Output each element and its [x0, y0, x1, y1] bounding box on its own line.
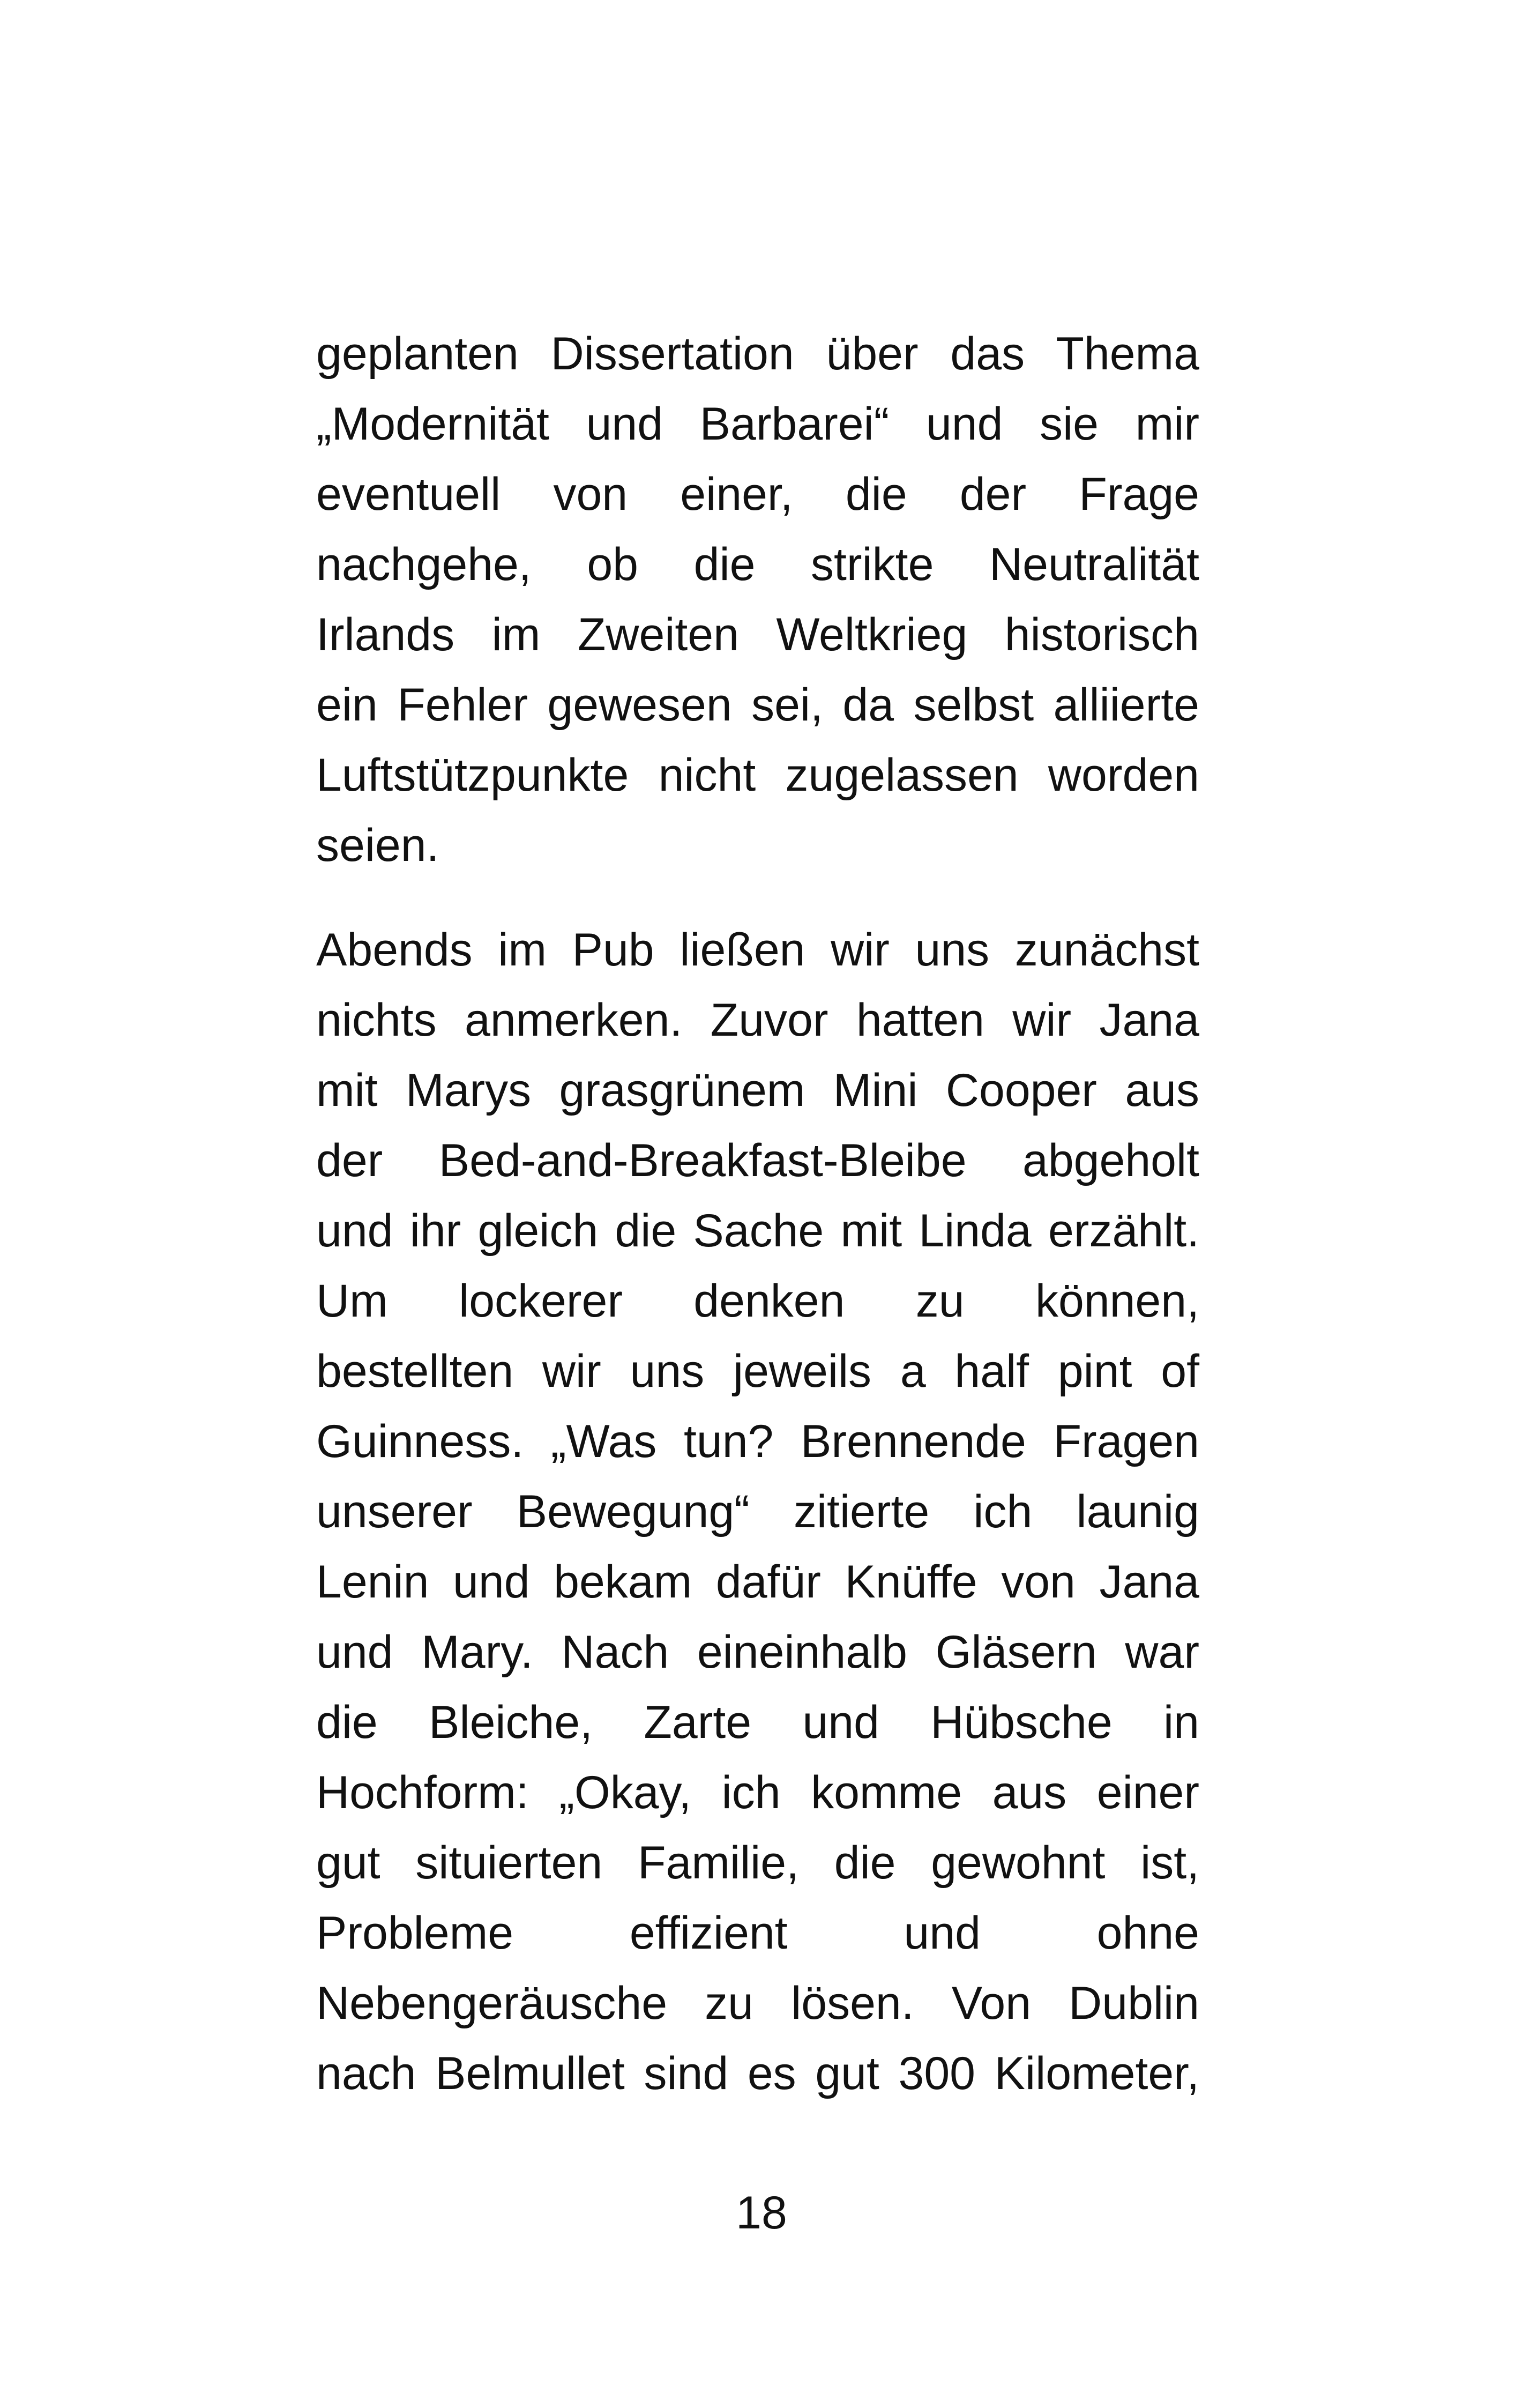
paragraph-line: mit Marys grasgrünem Mini Cooper aus [316, 1065, 1199, 1116]
paragraph-line: Irlands im Zweiten Weltkrieg historisch [316, 609, 1199, 660]
paragraph-line: eventuell von einer, die der Frage [316, 469, 1199, 520]
paragraph-line: Probleme effizient und ohne [316, 1907, 1199, 1959]
page-number: 18 [736, 2187, 787, 2239]
paragraph-line: bestellten wir uns jeweils a half pint of [316, 1346, 1199, 1397]
paragraph-line: und ihr gleich die Sache mit Linda erzählt. [316, 1205, 1199, 1257]
paragraph-line: nachgehe, ob die strikte Neutralität [316, 539, 1199, 590]
paragraph-line: Nebengeräusche zu lösen. Von Dublin [316, 1978, 1199, 2029]
paragraph-line: nach Belmullet sind es gut 300 Kilometer, [316, 2048, 1199, 2099]
paragraph-line: nichts anmerken. Zuvor hatten wir Jana [316, 994, 1199, 1046]
paragraph-1 [316, 319, 1199, 881]
paragraph-line: und Mary. Nach eineinhalb Gläsern war [316, 1626, 1199, 1678]
paragraph-line: ein Fehler gewesen sei, da selbst alliierte [316, 679, 1199, 731]
paragraph-line: die Bleiche, Zarte und Hübsche in [316, 1697, 1199, 1748]
paragraph-line: Lenin und bekam dafür Knüffe von Jana [316, 1556, 1199, 1608]
paragraph-2 [316, 915, 1199, 2109]
paragraph-line: seien. [316, 820, 439, 871]
paragraph-line: der Bed-and-Breakfast-Bleibe abgeholt [316, 1135, 1199, 1186]
paragraph-line: Guinness. „Was tun? Brennende Fragen [316, 1416, 1199, 1467]
paragraph-line: „Modernität und Barbarei“ und sie mir [316, 398, 1199, 450]
paragraph-line: Um lockerer denken zu können, [316, 1275, 1199, 1327]
paragraph-line: gut situierten Familie, die gewohnt ist, [316, 1837, 1199, 1889]
paragraph-line: Abends im Pub ließen wir uns zunächst [316, 924, 1199, 976]
paragraph-line: unserer Bewegung“ zitierte ich launig [316, 1486, 1199, 1537]
paragraph-line: Hochform: „Okay, ich komme aus einer [316, 1767, 1199, 1818]
paragraph-line: geplanten Dissertation über das Thema [316, 328, 1199, 380]
paragraph-line: Luftstützpunkte nicht zugelassen worden [316, 749, 1199, 801]
